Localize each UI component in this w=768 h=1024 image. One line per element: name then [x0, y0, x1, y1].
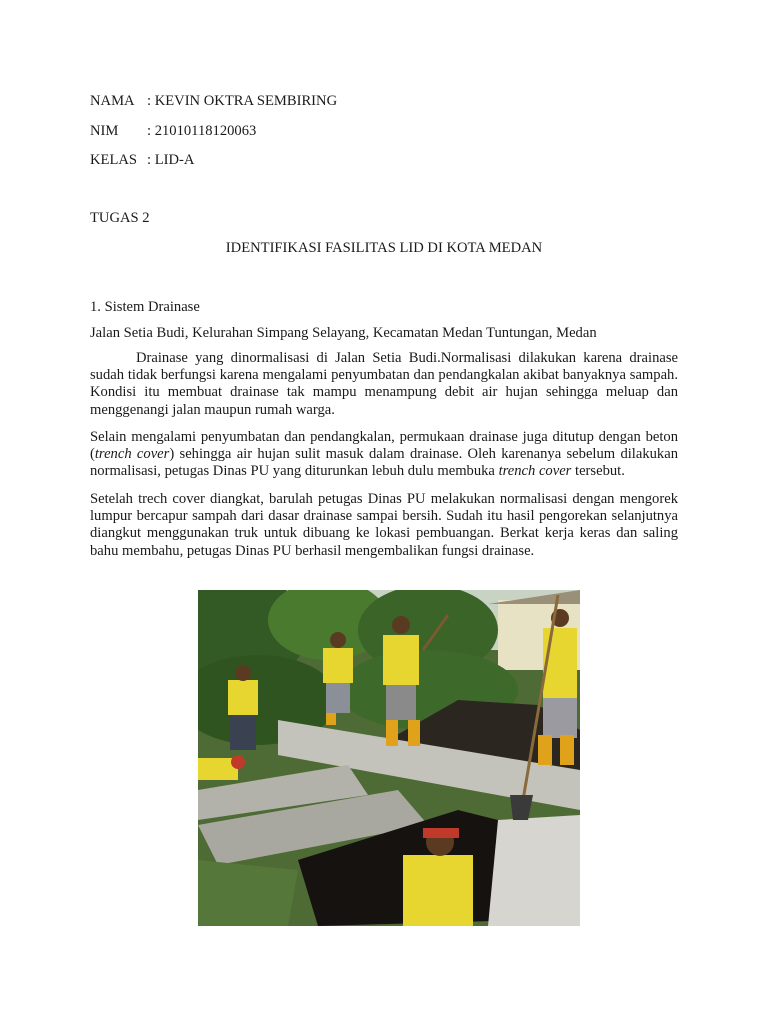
- nama-row: [90, 92, 337, 110]
- worker-6-vest: [403, 855, 473, 926]
- assignment-label: TUGAS 2: [90, 210, 150, 226]
- paragraph-2-italic-2: trench cover: [498, 463, 572, 480]
- nim-label: NIM: [90, 123, 119, 139]
- section-heading: 1. Sistem Drainase: [90, 299, 200, 315]
- worker-3-head: [392, 616, 410, 634]
- worker-1-head: [235, 665, 251, 681]
- worker-1-vest: [228, 680, 258, 715]
- worker-2-head: [330, 632, 346, 648]
- worker-2-vest: [323, 648, 353, 683]
- kelas-label: KELAS: [90, 152, 138, 168]
- kelas-row: [90, 151, 194, 169]
- worker-3-legs: [386, 685, 416, 720]
- kelas-value: : LID-A: [147, 152, 195, 168]
- paragraph-2-part-c: tersebut.: [571, 463, 625, 480]
- drain-wall-right: [488, 815, 580, 926]
- location-text: Jalan Setia Budi, Kelurahan Simpang Selayang, Kecamatan Medan Tuntungan, Medan: [90, 325, 597, 341]
- paragraph-2-part-b: ) sehingga air hujan sulit masuk dalam drainase. Oleh karenanya sebelum dilakukan normalisasi, petugas Dinas PU yang diturunkan lebuh dulu membuka: [90, 446, 678, 480]
- worker-2-legs: [326, 683, 350, 713]
- worker-3-boot-right: [408, 720, 420, 746]
- worker-3-vest: [383, 635, 419, 685]
- nim-row: [90, 122, 256, 140]
- worker-4-vest: [543, 628, 577, 698]
- nama-label: NAMA: [90, 93, 135, 109]
- paragraph-2-part-a: Selain mengalami penyumbatan dan pendangkalan, permukaan drainase juga ditutup dengan beton (: [90, 429, 678, 463]
- nama-value: : KEVIN OKTRA SEMBIRING: [147, 93, 338, 109]
- drainage-work-photo: [198, 590, 580, 926]
- paragraph-1: Drainase yang dinormalisasi di Jalan Setia Budi.Normalisasi dilakukan karena drainase sudah tidak berfungsi karena mengalami penyumbatan dan pendangkalan akibat banyaknya sampah. Kondisi itu membuat drainase tak mampu menampung debit air hujan sehingga meluap dan menggenangi jalan maupun rumah warga.: [90, 350, 678, 418]
- paragraph-3: Setelah trech cover diangkat, barulah petugas Dinas PU melakukan normalisasi dengan mengorek lumpur bercapur sampah dari dasar drainase sampai bersih. Sudah itu hasil pengorekan selanjutnya diangkut menggunakan truk untuk dibuang ke lokasi pembuangan. Berkat kerja keras dan saling bahu membahu, petugas Dinas PU berhasil mengembalikan fungsi drainase.: [90, 491, 678, 559]
- worker-4-legs: [543, 698, 577, 738]
- worker-3-boot-left: [386, 720, 398, 746]
- grass: [198, 860, 298, 926]
- worker-6-headscarf: [423, 828, 459, 838]
- worker-4-boot-right: [560, 735, 574, 765]
- paragraph-2-italic-1: trench cover: [94, 446, 170, 463]
- worker-5-helmet: [231, 755, 245, 769]
- nim-value: : 21010118120063: [147, 123, 257, 139]
- worker-2-boot: [326, 713, 336, 725]
- document-title: IDENTIFIKASI FASILITAS LID DI KOTA MEDAN: [225, 240, 543, 256]
- paragraph-2: [90, 429, 678, 481]
- worker-1-legs: [230, 715, 256, 750]
- drainage-work-illustration: [198, 590, 580, 926]
- worker-4-boot-left: [538, 735, 552, 765]
